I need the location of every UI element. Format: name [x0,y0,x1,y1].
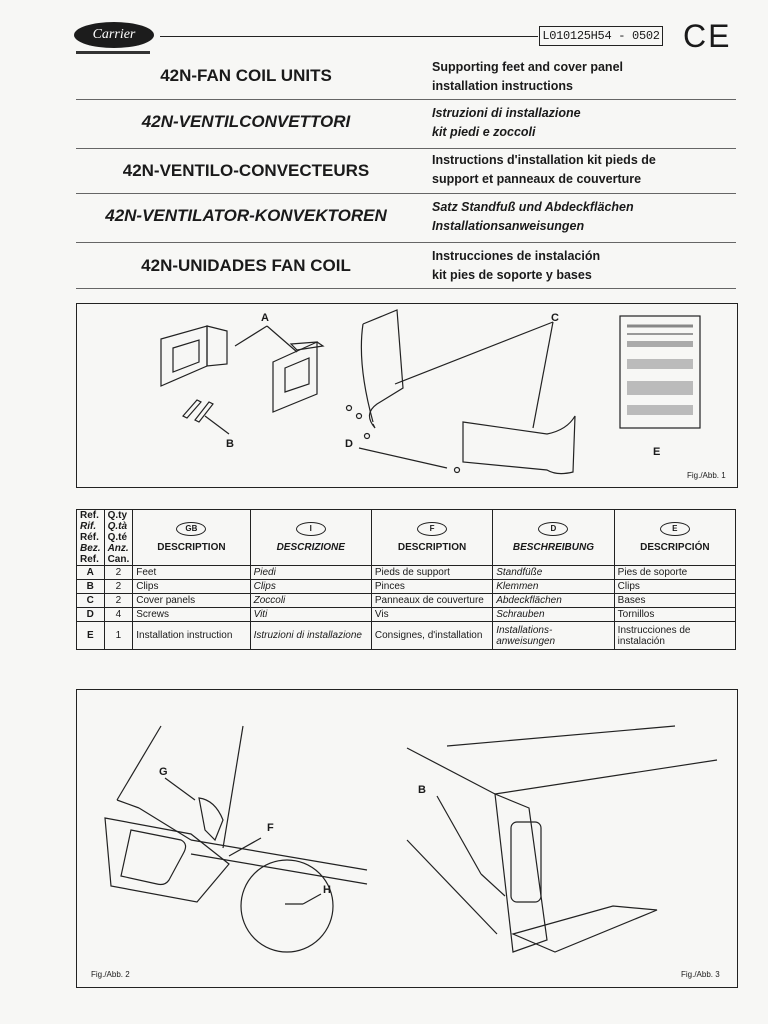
row-ref: D [77,608,105,622]
subtitle-en-line1: Supporting feet and cover panel [432,60,623,74]
row-ref: A [77,566,105,580]
row-qty: 1 [104,622,133,650]
table-row [77,594,736,608]
subtitle-de-line2: Installationsanweisungen [432,219,585,233]
row-fr: Pinces [371,580,492,594]
table-row [77,622,736,650]
subtitle-es-line2: kit pies de soporte y bases [432,268,592,282]
table-header-row [77,510,736,566]
logo-underline [76,51,150,54]
subtitle-en [432,58,732,96]
subtitle-it-line1: Istruzioni di installazione [432,106,581,120]
row-ref: B [77,580,105,594]
lang-badge-it: I [296,522,326,536]
table-row [77,580,736,594]
label-g: G [159,766,168,778]
subtitle-fr-line1: Instructions d'installation kit pieds de [432,153,656,167]
header-gb [133,510,250,566]
row-gb: Screws [133,608,250,622]
lang-badge-de: D [538,522,568,536]
fig2-illustration [105,726,367,952]
row-es: Bases [614,594,735,608]
qty-header-fr: Q.té [107,532,128,543]
subtitle-es-line1: Instrucciones de instalación [432,249,601,263]
row-it: Zoccoli [250,594,371,608]
ref-header [77,510,105,566]
lang-badge-fr: F [417,522,447,536]
row-de: Schrauben [493,608,614,622]
row-es: Instrucciones de instalación [614,622,735,650]
ref-header-fr: Réf. [80,532,99,543]
table-row [77,608,736,622]
lang-badge-gb: GB [176,522,206,536]
ref-header-de: Bez. [80,543,101,554]
figures-2-3-drawing [77,690,737,987]
header-de-title: BESCHREIBUNG [512,542,594,553]
fig1-caption: Fig./Abb. 1 [687,471,726,480]
row-de: Standfüße [493,566,614,580]
subtitle-es [432,247,732,285]
ce-mark: CE [683,18,732,54]
header-gb-title: DESCRIPTION [157,542,226,553]
row-fr: Pieds de support [371,566,492,580]
subtitle-it-line2: kit piedi e zoccoli [432,125,536,139]
clips-illustration [183,400,229,434]
carrier-logo [74,22,154,48]
label-b: B [226,438,234,450]
title-en: 42N-FAN COIL UNITS [160,66,332,85]
title-row-fr [76,149,736,194]
header-de [493,510,614,566]
label-c: C [551,312,559,324]
table-row [77,566,736,580]
header-it [250,510,371,566]
row-it: Clips [250,580,371,594]
instruction-booklet-illustration [620,316,700,428]
qty-header-de: Anz. [107,543,129,554]
header-es [614,510,735,566]
row-qty: 2 [104,594,133,608]
row-it: Istruzioni di installazione [250,622,371,650]
header-fr [371,510,492,566]
fig3-caption: Fig./Abb. 3 [681,970,720,979]
logo-text: Carrier [92,27,136,42]
feet-illustration [161,326,323,412]
label-fig3-b: B [418,784,426,796]
title-row-es [76,243,736,289]
subtitle-fr-line2: support et panneaux de couverture [432,172,642,186]
ref-header-it: Rif. [80,521,97,532]
title-row-it [76,100,736,149]
row-ref: C [77,594,105,608]
qty-header [104,510,133,566]
figure-1 [76,303,738,488]
label-a: A [261,312,269,324]
title-it: 42N-VENTILCONVETTORI [141,112,351,131]
title-de: 42N-VENTILATOR-KONVEKTOREN [105,206,387,225]
row-es: Pies de soporte [614,566,735,580]
subtitle-fr [432,151,732,189]
row-it: Piedi [250,566,371,580]
title-es: 42N-UNIDADES FAN COIL [141,256,351,275]
qty-header-en: Q.ty [107,510,128,521]
label-f: F [267,822,274,834]
row-qty: 4 [104,608,133,622]
qty-header-it: Q.tà [107,521,128,532]
header-es-title: DESCRIPCIÓN [640,542,710,553]
fig2-caption: Fig./Abb. 2 [91,970,130,979]
qty-header-es: Can. [107,554,130,565]
row-es: Tornillos [614,608,735,622]
row-gb: Installation instruction [133,622,250,650]
ref-header-es: Ref. [80,554,99,565]
label-e: E [653,446,661,458]
subtitle-it [432,104,732,142]
subtitle-de-line1: Satz Standfuß und Abdeckflächen [432,200,634,214]
row-fr: Panneaux de couverture [371,594,492,608]
parts-table [76,509,736,650]
header-rule [160,36,538,37]
header-fr-title: DESCRIPTION [397,542,467,553]
fig3-illustration [407,726,717,952]
figures-2-3 [76,689,738,988]
ref-header-en: Ref. [80,510,99,521]
row-es: Clips [614,580,735,594]
label-d: D [345,438,353,450]
figure-1-drawing [77,304,737,487]
row-de: Abdeckflächen [493,594,614,608]
row-de: Installations-anweisungen [493,622,614,650]
row-gb: Clips [133,580,250,594]
lang-badge-es: E [660,522,690,536]
row-fr: Consignes, d'installation [371,622,492,650]
row-qty: 2 [104,580,133,594]
label-h: H [323,884,331,896]
row-ref: E [77,622,105,650]
title-row-de [76,194,736,243]
title-fr: 42N-VENTILO-CONVECTEURS [122,161,370,180]
header-it-title: DESCRIZIONE [276,542,345,553]
row-gb: Cover panels [133,594,250,608]
subtitle-de [432,198,732,236]
row-gb: Feet [133,566,250,580]
row-de: Klemmen [493,580,614,594]
subtitle-en-line2: installation instructions [432,79,573,93]
row-fr: Vis [371,608,492,622]
screws-illustration [347,406,460,473]
row-it: Viti [250,608,371,622]
row-qty: 2 [104,566,133,580]
document-code: L010125H54 - 0502 [539,26,663,46]
title-row-en [76,56,736,100]
cover-panels-illustration [361,310,575,474]
